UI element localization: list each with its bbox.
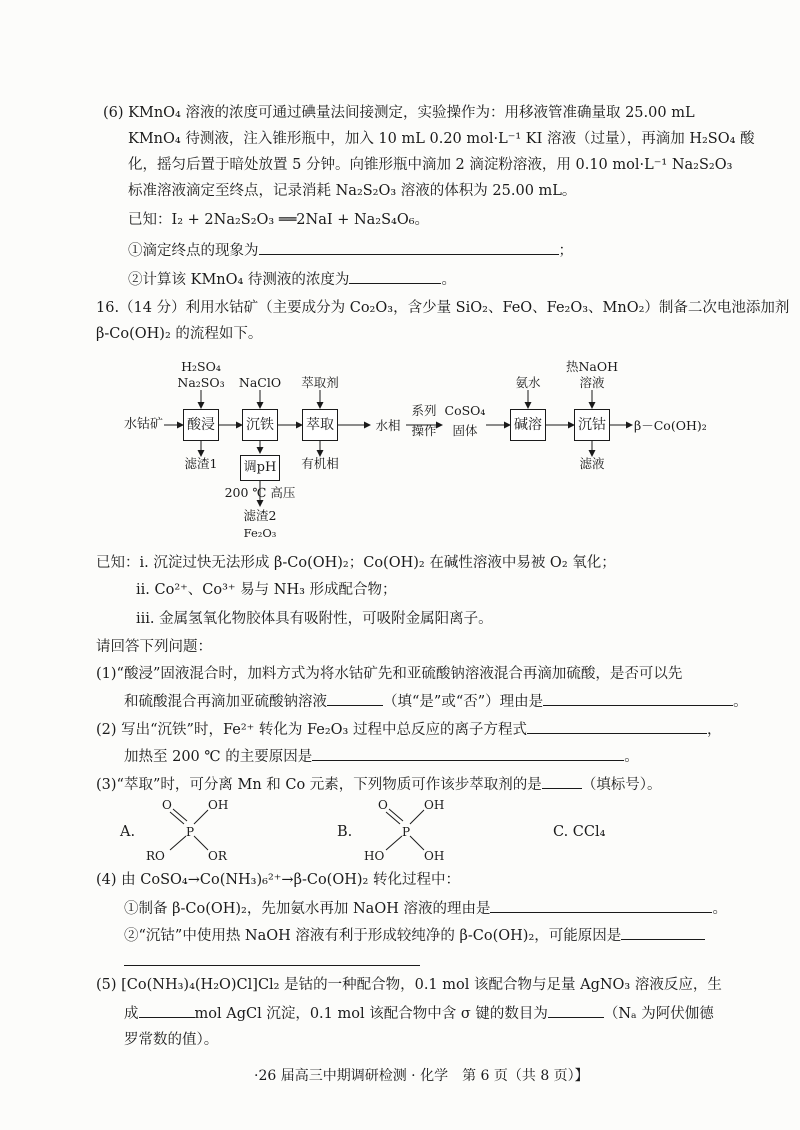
option-a-label: A.: [120, 824, 136, 840]
mol-a-r3: OR: [208, 849, 227, 863]
flow-diagram: [0, 0, 800, 560]
box-acid-leach: 酸浸: [183, 409, 219, 441]
q6-line2: KMnO₄ 待测液，注入锥形瓶中，加入 10 mL 0.20 mol·L⁻¹ KI 溶液（过量），再滴加 H₂SO₄ 酸: [128, 131, 755, 147]
p3-text: (3)“萃取”时，可分离 Mn 和 Co 元素，下列物质可作该步萃取剂的是: [96, 777, 542, 793]
answer-blank[interactable]: [543, 691, 733, 706]
q6-sub2-end: 。: [441, 272, 456, 288]
mol-a-p: P: [186, 825, 195, 839]
mol-b-r2: HO: [364, 849, 385, 863]
p1d-text: 。: [733, 694, 748, 710]
p5a: (5) [Co(NH₃)₄(H₂O)Cl]Cl₂ 是钴的一种配合物，0.1 mol 该配合物与足量 AgNO₃ 溶液反应，生: [96, 977, 722, 993]
p5b: [124, 1003, 714, 1024]
q16-intro1: 16.（14 分）利用水钴矿（主要成分为 Co₂O₃，含少量 SiO₂、FeO、Fe₂O₃、MnO₂）制备二次电池添加剂: [96, 300, 790, 316]
p3-end: （填标号）。: [581, 777, 662, 793]
output-organic-phase: 有机相: [301, 456, 339, 471]
p5c: 罗常数的值）。: [124, 1032, 219, 1048]
input-ammonia: 氨水: [515, 375, 541, 390]
mol-a-r2: RO: [146, 849, 165, 863]
answer-blank[interactable]: [139, 1003, 195, 1018]
mol-b-p: P: [402, 825, 411, 839]
option-c: C. CCl₄: [553, 824, 606, 840]
p5b3-text: （Nₐ 为阿伏伽德: [603, 1006, 714, 1022]
p4a-end: 。: [712, 901, 727, 917]
p1c-text: （填“是”或“否”）理由是: [383, 694, 544, 710]
ask: 请回答下列问题：: [96, 639, 212, 655]
input-na2so3: Na₂SO₃: [177, 375, 225, 390]
p2b-text: 加热至 200 ℃ 的主要原因是: [124, 749, 313, 765]
p4b: [124, 925, 705, 946]
answer-blank[interactable]: [621, 925, 705, 940]
output-filtrate: 滤液: [579, 456, 605, 471]
answer-blank[interactable]: [312, 746, 624, 761]
answer-blank[interactable]: [490, 898, 712, 913]
coso4-label1: CoSO₄: [444, 403, 486, 418]
known2: ⅱ. Co²⁺、Co³⁺ 易与 NH₃ 形成配合物；: [136, 582, 397, 598]
box-cobalt-precip: 沉钴: [574, 409, 610, 441]
p2a-text: (2) 写出“沉铁”时，Fe²⁺ 转化为 Fe₂O₃ 过程中总反应的离子方程式: [96, 722, 527, 738]
mol-b-r3: OH: [424, 849, 445, 863]
input-h2so4: H₂SO₄: [181, 359, 221, 374]
coso4-label2: 固体: [452, 423, 478, 438]
answer-blank[interactable]: [527, 719, 707, 734]
input-hot-naoh: 热NaOH: [565, 359, 619, 374]
answer-blank[interactable]: [327, 691, 383, 706]
q16-intro2: β-Co(OH)₂ 的流程如下。: [96, 326, 263, 342]
p4a: [124, 898, 727, 919]
q6-sub2-text: ②计算该 KMnO₄ 待测液的浓度为: [128, 272, 350, 288]
box-adjust-ph: 调pH: [240, 455, 280, 481]
fe2o3-label: Fe₂O₃: [243, 526, 277, 540]
series-label2: 操作: [411, 423, 437, 438]
q6-line1: (6) KMnO₄ 溶液的浓度可通过碘量法间接测定，实验操作为：用移液管准确量取 25.00 mL: [103, 105, 695, 121]
p3: [96, 774, 662, 795]
mol-a-o: O: [162, 798, 172, 812]
box-extraction: 萃取: [302, 409, 338, 441]
q6-sub1-end: ；: [558, 243, 573, 259]
answer-blank[interactable]: [548, 1003, 604, 1018]
p2a-end: ，: [706, 722, 722, 738]
residue2-label: 滤渣2: [243, 508, 277, 523]
answer-blank[interactable]: [542, 774, 582, 789]
p4: (4) 由 CoSO₄→Co(NH₃)₆²⁺→β-Co(OH)₂ 转化过程中：: [96, 872, 460, 888]
q6-line4: 标准溶液滴定至终点，记录消耗 Na₂S₂O₃ 溶液的体积为 25.00 mL。: [128, 183, 577, 199]
q6-sub1-text: ①滴定终点的现象为: [128, 243, 259, 259]
p2b-end: 。: [624, 749, 639, 765]
input-extractant: 萃取剂: [301, 375, 339, 390]
p1a: (1)“酸浸”固液混合时，加料方式为将水钴矿先和亚硫酸钠溶液混合再滴加硫酸，是否可以先: [96, 666, 683, 682]
series-label1: 系列: [411, 403, 437, 418]
p4a-text: ①制备 β-Co(OH)₂，先加氨水再加 NaOH 溶液的理由是: [124, 901, 491, 917]
p5b1-text: 成: [124, 1006, 139, 1022]
input-naclo: NaClO: [238, 375, 282, 390]
p2a: [96, 719, 721, 740]
p5b2-text: mol AgCl 沉淀，0.1 mol 该配合物中含 σ 键的数目为: [194, 1006, 548, 1022]
page-footer: ·26 届高三中期调研检测 · 化学 第 6 页（共 8 页）】: [254, 1068, 589, 1084]
p1b-text: 和硫酸混合再滴加亚硫酸钠溶液: [124, 694, 327, 710]
box-alkali-dissolve: 碱溶: [510, 409, 546, 441]
mol-b-o: O: [378, 798, 388, 812]
q6-known: 已知：I₂ + 2Na₂S₂O₃ ══2NaI + Na₂S₄O₆。: [128, 212, 430, 228]
p4b-text: ②“沉钴”中使用热 NaOH 溶液有利于形成较纯净的 β-Co(OH)₂，可能原因是: [124, 928, 622, 944]
p2b: [124, 746, 639, 767]
input-solution: 溶液: [579, 375, 605, 390]
p1b: [124, 691, 748, 712]
known1: 已知：ⅰ. 沉淀过快无法形成 β-Co(OH)₂；Co(OH)₂ 在碱性溶液中易被 O₂ 氧化；: [96, 555, 616, 571]
condition-label: 200 ℃ 高压: [224, 485, 296, 500]
box-iron-precip: 沉铁: [242, 409, 278, 441]
q6-line3: 化，摇匀后置于暗处放置 5 分钟。向锥形瓶中滴加 2 滴淀粉溶液，用 0.10 mol·L⁻¹ Na₂S₂O₃: [128, 157, 733, 173]
mol-b-r1: OH: [424, 798, 445, 812]
option-b-label: B.: [337, 824, 353, 840]
answer-blank-line[interactable]: [124, 965, 420, 966]
mol-a-r1: OH: [208, 798, 229, 812]
output-residue1: 滤渣1: [184, 456, 218, 471]
known3: ⅲ. 金属氢氧化物胶体具有吸附性，可吸附金属阳离子。: [136, 611, 493, 627]
aqueous-phase: 水相: [375, 418, 401, 433]
product-label: β－Co(OH)₂: [634, 418, 707, 433]
flow-start: 水钴矿: [124, 417, 164, 432]
